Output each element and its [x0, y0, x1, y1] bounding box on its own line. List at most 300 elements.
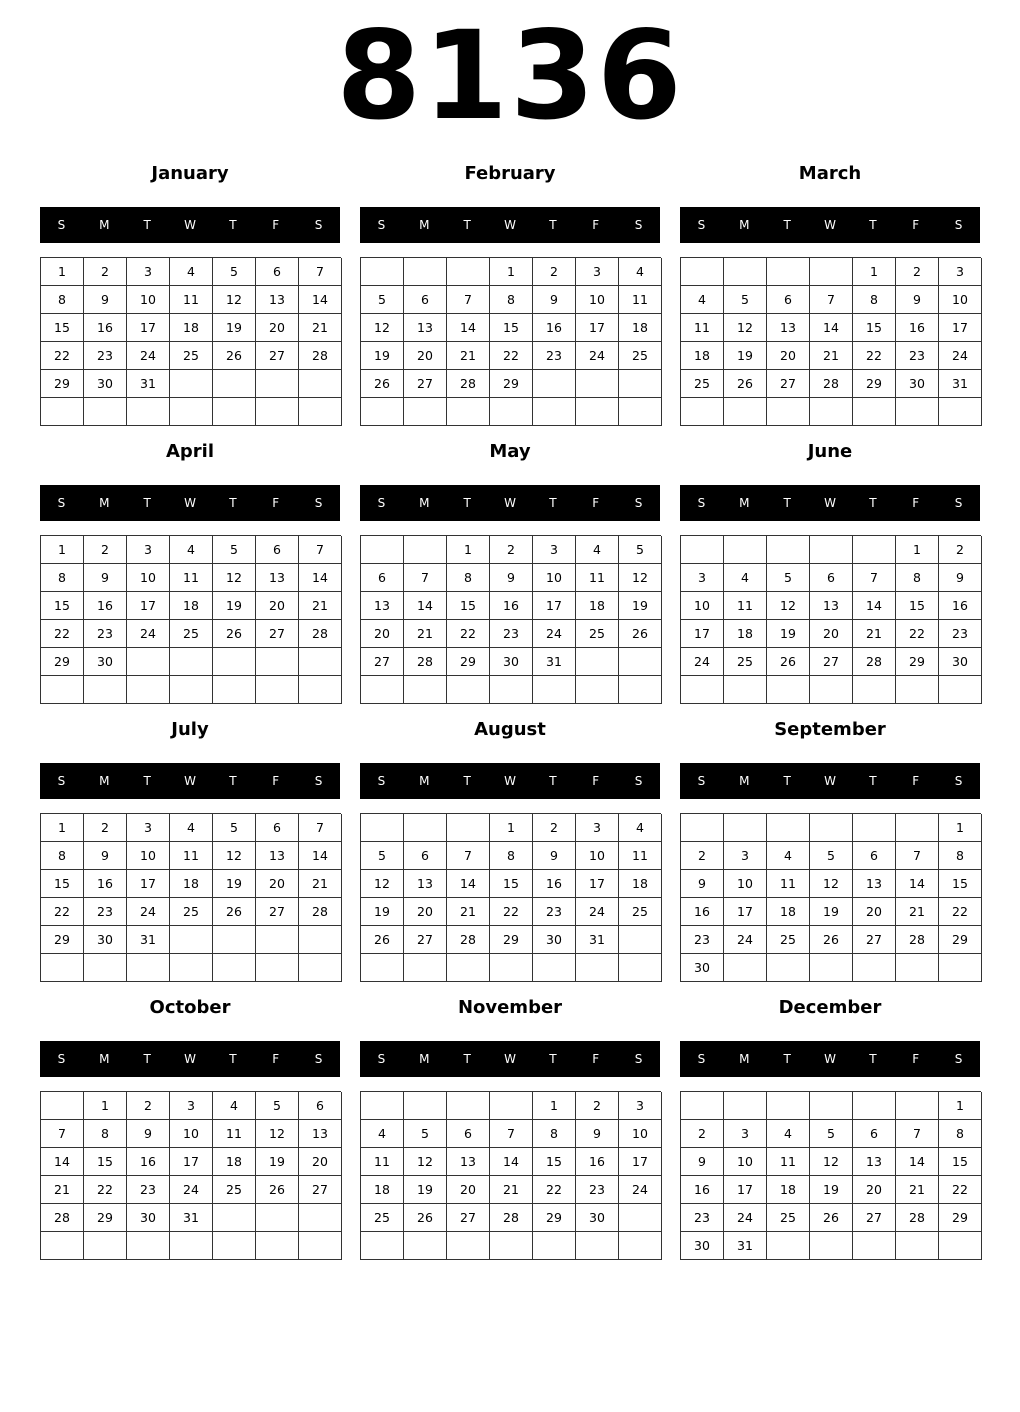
day-cell: 31: [939, 370, 982, 398]
day-cell: 10: [533, 564, 576, 592]
day-cell: 30: [576, 1204, 619, 1232]
empty-day-cell: [681, 676, 724, 704]
weekday-label: W: [184, 1052, 196, 1066]
empty-day-cell: [361, 676, 404, 704]
day-cell: 2: [84, 536, 127, 564]
empty-day-cell: [256, 676, 299, 704]
weekday-header: [360, 1041, 660, 1077]
weekday-label: T: [549, 774, 557, 788]
day-cell: 28: [810, 370, 853, 398]
day-cell: 9: [127, 1120, 170, 1148]
weekday-label: T: [463, 496, 471, 510]
day-cell: 9: [84, 842, 127, 870]
day-cell: 13: [299, 1120, 342, 1148]
day-cell: 29: [41, 648, 84, 676]
empty-day-cell: [767, 814, 810, 842]
day-cell: 10: [576, 842, 619, 870]
day-cell: 17: [724, 898, 767, 926]
month-name: January: [151, 163, 229, 184]
empty-day-cell: [41, 954, 84, 982]
day-cell: 5: [213, 536, 256, 564]
day-cell: 1: [939, 814, 982, 842]
day-cell: 8: [533, 1120, 576, 1148]
empty-day-cell: [404, 1232, 447, 1260]
weekday-label: S: [634, 496, 643, 510]
day-cell: 5: [256, 1092, 299, 1120]
day-cell: 4: [767, 1120, 810, 1148]
day-cell: 24: [939, 342, 982, 370]
empty-day-cell: [724, 954, 767, 982]
day-cell: 24: [170, 1176, 213, 1204]
empty-day-cell: [170, 1232, 213, 1260]
day-cell: 12: [619, 564, 662, 592]
day-cell: 1: [896, 536, 939, 564]
day-cell: 5: [810, 1120, 853, 1148]
weekday-label: S: [634, 218, 643, 232]
day-cell: 10: [127, 286, 170, 314]
weekday-label: S: [954, 218, 963, 232]
weekday-label: W: [824, 1052, 836, 1066]
day-grid: [40, 535, 341, 704]
day-cell: 25: [681, 370, 724, 398]
weekday-label: S: [57, 774, 66, 788]
day-cell: 18: [619, 870, 662, 898]
day-cell: 8: [84, 1120, 127, 1148]
day-cell: 11: [767, 1148, 810, 1176]
weekday-label: S: [954, 1052, 963, 1066]
weekday-label: T: [463, 1052, 471, 1066]
day-cell: 18: [576, 592, 619, 620]
day-cell: 8: [41, 286, 84, 314]
day-cell: 19: [404, 1176, 447, 1204]
month-name: June: [807, 441, 853, 462]
weekday-label: F: [272, 774, 280, 788]
empty-day-cell: [939, 1232, 982, 1260]
weekday-label: F: [272, 1052, 280, 1066]
weekday-label: S: [377, 774, 386, 788]
empty-day-cell: [41, 1092, 84, 1120]
day-cell: 7: [810, 286, 853, 314]
day-cell: 29: [447, 648, 490, 676]
empty-day-cell: [896, 1232, 939, 1260]
empty-day-cell: [170, 954, 213, 982]
day-cell: 17: [619, 1148, 662, 1176]
empty-day-cell: [490, 398, 533, 426]
day-cell: 30: [84, 370, 127, 398]
month-name: February: [464, 163, 556, 184]
month-june: [680, 438, 980, 708]
day-cell: 8: [490, 842, 533, 870]
day-cell: 19: [213, 870, 256, 898]
weekday-label: S: [697, 496, 706, 510]
day-cell: 27: [853, 1204, 896, 1232]
empty-day-cell: [404, 954, 447, 982]
weekday-label: S: [697, 1052, 706, 1066]
day-cell: 2: [84, 814, 127, 842]
day-cell: 7: [490, 1120, 533, 1148]
day-cell: 28: [896, 1204, 939, 1232]
day-cell: 29: [853, 370, 896, 398]
day-cell: 13: [853, 870, 896, 898]
day-cell: 7: [299, 258, 342, 286]
day-cell: 14: [299, 564, 342, 592]
weekday-label: T: [143, 1052, 151, 1066]
weekday-label: W: [504, 1052, 516, 1066]
empty-day-cell: [127, 648, 170, 676]
empty-day-cell: [896, 814, 939, 842]
day-grid: [40, 813, 341, 982]
day-cell: 5: [767, 564, 810, 592]
month-may: [360, 438, 660, 708]
day-cell: 19: [810, 898, 853, 926]
weekday-label: T: [463, 218, 471, 232]
weekday-header: [360, 485, 660, 521]
day-cell: 26: [404, 1204, 447, 1232]
day-cell: 18: [170, 870, 213, 898]
day-cell: 12: [767, 592, 810, 620]
day-cell: 10: [576, 286, 619, 314]
day-cell: 13: [361, 592, 404, 620]
day-cell: 4: [724, 564, 767, 592]
day-cell: 2: [681, 1120, 724, 1148]
day-cell: 3: [127, 258, 170, 286]
weekday-label: S: [314, 496, 323, 510]
day-cell: 17: [939, 314, 982, 342]
day-cell: 10: [127, 842, 170, 870]
day-cell: 16: [533, 870, 576, 898]
weekday-label: W: [824, 774, 836, 788]
day-cell: 30: [490, 648, 533, 676]
empty-day-cell: [127, 676, 170, 704]
weekday-label: S: [634, 774, 643, 788]
day-cell: 27: [853, 926, 896, 954]
day-cell: 30: [681, 954, 724, 982]
day-cell: 25: [170, 898, 213, 926]
day-cell: 8: [939, 1120, 982, 1148]
day-cell: 20: [447, 1176, 490, 1204]
day-cell: 21: [853, 620, 896, 648]
day-cell: 26: [256, 1176, 299, 1204]
day-cell: 17: [576, 314, 619, 342]
day-cell: 11: [576, 564, 619, 592]
day-cell: 1: [533, 1092, 576, 1120]
day-cell: 29: [41, 370, 84, 398]
weekday-label: F: [912, 774, 920, 788]
empty-day-cell: [533, 954, 576, 982]
empty-day-cell: [681, 398, 724, 426]
empty-day-cell: [767, 954, 810, 982]
empty-day-cell: [724, 536, 767, 564]
empty-day-cell: [127, 954, 170, 982]
weekday-label: M: [739, 218, 750, 232]
empty-day-cell: [170, 676, 213, 704]
day-cell: 21: [299, 592, 342, 620]
day-cell: 23: [127, 1176, 170, 1204]
empty-day-cell: [896, 1092, 939, 1120]
day-cell: 30: [939, 648, 982, 676]
weekday-label: M: [99, 496, 110, 510]
day-cell: 27: [361, 648, 404, 676]
day-cell: 31: [127, 370, 170, 398]
empty-day-cell: [939, 398, 982, 426]
day-cell: 23: [533, 342, 576, 370]
weekday-label: T: [549, 496, 557, 510]
empty-day-cell: [853, 676, 896, 704]
day-cell: 24: [724, 1204, 767, 1232]
month-january: [40, 160, 340, 430]
day-cell: 8: [447, 564, 490, 592]
day-grid: [680, 1091, 981, 1260]
weekday-header: [40, 207, 340, 243]
empty-day-cell: [170, 648, 213, 676]
day-cell: 22: [896, 620, 939, 648]
day-cell: 13: [256, 286, 299, 314]
empty-day-cell: [213, 648, 256, 676]
day-cell: 4: [767, 842, 810, 870]
empty-day-cell: [213, 1204, 256, 1232]
empty-day-cell: [84, 676, 127, 704]
day-cell: 10: [170, 1120, 213, 1148]
empty-day-cell: [256, 1232, 299, 1260]
day-cell: 24: [619, 1176, 662, 1204]
empty-day-cell: [490, 1232, 533, 1260]
day-cell: 4: [681, 286, 724, 314]
empty-day-cell: [256, 926, 299, 954]
day-cell: 10: [939, 286, 982, 314]
day-cell: 10: [724, 870, 767, 898]
day-cell: 11: [170, 286, 213, 314]
day-cell: 11: [724, 592, 767, 620]
empty-day-cell: [619, 370, 662, 398]
day-cell: 15: [447, 592, 490, 620]
weekday-label: F: [912, 496, 920, 510]
empty-day-cell: [681, 536, 724, 564]
day-cell: 15: [939, 1148, 982, 1176]
empty-day-cell: [127, 1232, 170, 1260]
day-cell: 25: [767, 926, 810, 954]
empty-day-cell: [576, 1232, 619, 1260]
day-cell: 1: [41, 814, 84, 842]
day-cell: 25: [724, 648, 767, 676]
weekday-label: W: [184, 774, 196, 788]
day-cell: 15: [490, 314, 533, 342]
weekday-label: M: [99, 218, 110, 232]
empty-day-cell: [810, 1092, 853, 1120]
empty-day-cell: [299, 1232, 342, 1260]
day-cell: 4: [361, 1120, 404, 1148]
weekday-label: T: [143, 496, 151, 510]
day-cell: 13: [404, 314, 447, 342]
day-cell: 3: [724, 1120, 767, 1148]
day-cell: 15: [490, 870, 533, 898]
day-cell: 13: [404, 870, 447, 898]
day-cell: 17: [724, 1176, 767, 1204]
empty-day-cell: [939, 954, 982, 982]
day-cell: 27: [404, 370, 447, 398]
day-cell: 12: [810, 870, 853, 898]
weekday-label: T: [463, 774, 471, 788]
day-cell: 5: [213, 814, 256, 842]
weekday-header: [40, 763, 340, 799]
day-cell: 19: [619, 592, 662, 620]
day-cell: 27: [256, 342, 299, 370]
month-name: November: [457, 997, 563, 1018]
day-cell: 5: [213, 258, 256, 286]
empty-day-cell: [41, 676, 84, 704]
day-cell: 2: [127, 1092, 170, 1120]
empty-day-cell: [681, 814, 724, 842]
day-cell: 3: [939, 258, 982, 286]
day-cell: 7: [447, 286, 490, 314]
day-cell: 7: [41, 1120, 84, 1148]
day-cell: 14: [299, 842, 342, 870]
day-cell: 5: [810, 842, 853, 870]
day-cell: 30: [84, 648, 127, 676]
day-cell: 9: [533, 842, 576, 870]
day-cell: 9: [84, 286, 127, 314]
month-november: [360, 994, 660, 1264]
day-cell: 17: [127, 314, 170, 342]
day-cell: 6: [404, 286, 447, 314]
month-february: [360, 160, 660, 430]
day-cell: 1: [447, 536, 490, 564]
day-cell: 24: [533, 620, 576, 648]
day-grid: [360, 535, 661, 704]
weekday-label: T: [783, 218, 791, 232]
day-cell: 15: [533, 1148, 576, 1176]
empty-day-cell: [767, 1232, 810, 1260]
empty-day-cell: [724, 398, 767, 426]
weekday-label: S: [954, 774, 963, 788]
weekday-label: M: [419, 218, 430, 232]
day-cell: 29: [490, 926, 533, 954]
empty-day-cell: [213, 370, 256, 398]
day-cell: 6: [256, 814, 299, 842]
day-cell: 9: [681, 1148, 724, 1176]
month-name: December: [778, 997, 882, 1018]
day-cell: 5: [619, 536, 662, 564]
day-cell: 26: [724, 370, 767, 398]
day-cell: 6: [256, 536, 299, 564]
day-cell: 16: [681, 1176, 724, 1204]
day-cell: 19: [213, 314, 256, 342]
empty-day-cell: [84, 954, 127, 982]
empty-day-cell: [853, 1232, 896, 1260]
day-cell: 21: [896, 898, 939, 926]
weekday-label: S: [377, 218, 386, 232]
day-cell: 3: [170, 1092, 213, 1120]
empty-day-cell: [619, 1204, 662, 1232]
day-cell: 25: [213, 1176, 256, 1204]
month-name: July: [171, 719, 209, 740]
weekday-label: T: [229, 774, 237, 788]
empty-day-cell: [533, 370, 576, 398]
day-cell: 20: [361, 620, 404, 648]
weekday-label: M: [99, 1052, 110, 1066]
weekday-label: T: [783, 1052, 791, 1066]
day-cell: 24: [127, 342, 170, 370]
empty-day-cell: [619, 1232, 662, 1260]
day-cell: 21: [810, 342, 853, 370]
month-august: [360, 716, 660, 986]
day-cell: 27: [404, 926, 447, 954]
month-name: September: [774, 719, 886, 740]
empty-day-cell: [361, 814, 404, 842]
empty-day-cell: [299, 398, 342, 426]
day-cell: 22: [490, 342, 533, 370]
empty-day-cell: [853, 536, 896, 564]
day-cell: 26: [619, 620, 662, 648]
day-cell: 26: [213, 620, 256, 648]
empty-day-cell: [576, 954, 619, 982]
empty-day-cell: [533, 676, 576, 704]
empty-day-cell: [853, 1092, 896, 1120]
day-cell: 10: [127, 564, 170, 592]
empty-day-cell: [404, 676, 447, 704]
empty-day-cell: [361, 954, 404, 982]
empty-day-cell: [256, 398, 299, 426]
day-cell: 6: [299, 1092, 342, 1120]
day-cell: 17: [681, 620, 724, 648]
day-cell: 21: [299, 870, 342, 898]
empty-day-cell: [447, 814, 490, 842]
month-april: [40, 438, 340, 708]
day-cell: 16: [896, 314, 939, 342]
day-cell: 29: [939, 926, 982, 954]
day-cell: 4: [576, 536, 619, 564]
day-cell: 6: [853, 842, 896, 870]
empty-day-cell: [361, 1232, 404, 1260]
day-cell: 15: [939, 870, 982, 898]
day-cell: 18: [767, 1176, 810, 1204]
day-cell: 29: [533, 1204, 576, 1232]
day-cell: 6: [447, 1120, 490, 1148]
weekday-label: T: [783, 496, 791, 510]
day-cell: 30: [533, 926, 576, 954]
day-cell: 15: [853, 314, 896, 342]
day-cell: 17: [170, 1148, 213, 1176]
day-cell: 30: [127, 1204, 170, 1232]
day-cell: 27: [299, 1176, 342, 1204]
day-cell: 18: [681, 342, 724, 370]
day-cell: 16: [490, 592, 533, 620]
day-cell: 14: [853, 592, 896, 620]
day-cell: 6: [256, 258, 299, 286]
weekday-header: [360, 207, 660, 243]
day-cell: 28: [447, 370, 490, 398]
empty-day-cell: [576, 370, 619, 398]
day-cell: 24: [127, 898, 170, 926]
day-cell: 26: [213, 898, 256, 926]
day-cell: 16: [576, 1148, 619, 1176]
weekday-label: F: [272, 218, 280, 232]
day-grid: [680, 813, 981, 982]
weekday-label: T: [143, 774, 151, 788]
day-cell: 3: [619, 1092, 662, 1120]
day-grid: [360, 1091, 661, 1260]
weekday-header: [680, 1041, 980, 1077]
empty-day-cell: [767, 1092, 810, 1120]
empty-day-cell: [896, 398, 939, 426]
day-cell: 20: [404, 342, 447, 370]
empty-day-cell: [490, 676, 533, 704]
month-name: May: [489, 441, 531, 462]
day-cell: 18: [619, 314, 662, 342]
day-cell: 5: [361, 286, 404, 314]
day-cell: 2: [533, 258, 576, 286]
day-cell: 1: [41, 258, 84, 286]
day-cell: 21: [490, 1176, 533, 1204]
